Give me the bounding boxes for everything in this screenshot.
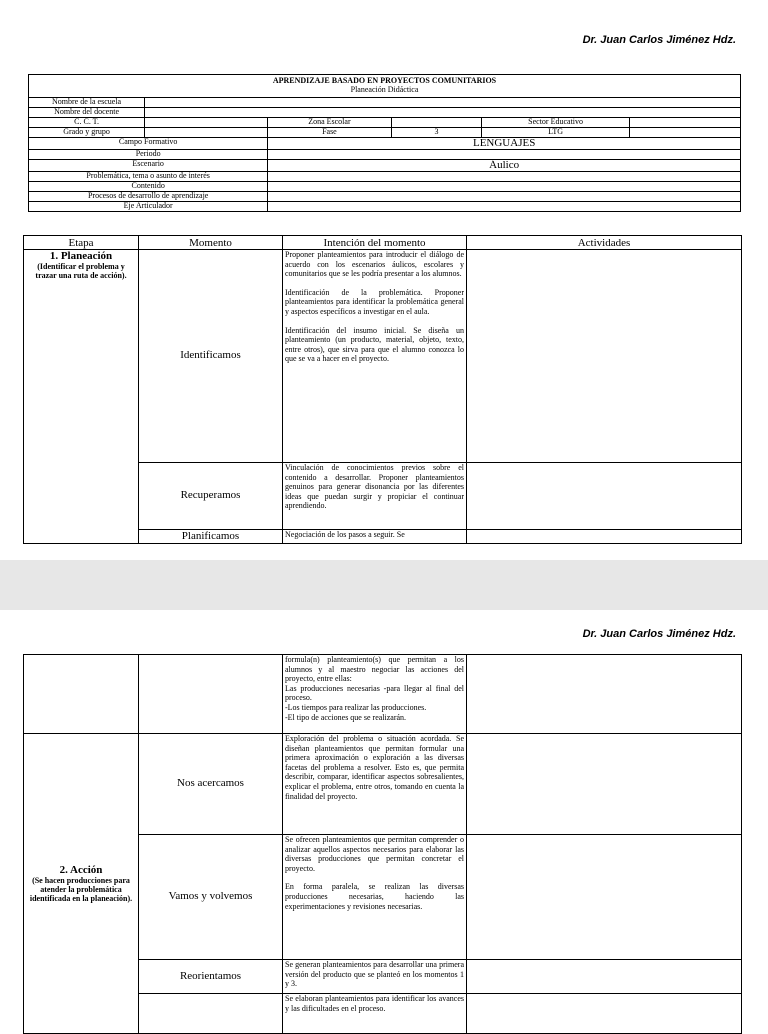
intent-recuperamos — [283, 463, 467, 530]
intent-identificamos — [283, 250, 467, 463]
school-name-label: Nombre de la escuela — [29, 98, 145, 108]
page-gap — [0, 560, 768, 610]
problematica-label: Problemática, tema o asunto de interés — [29, 172, 268, 182]
author-name: Dr. Juan Carlos Jiménez Hdz. — [582, 34, 736, 46]
intent-paragraph: Exploración del problema o situación acordada. Se diseñan planteamientos que permitan formular una primera aproximación o exploración a las diversas facetas del problema a resolver. Esto es, que permita describir, comparar, identificar aspectos sobresalientes, explicar el problema, entre otros, tomando en cuenta la finalidad del proyecto. — [285, 734, 464, 801]
activities-recuperamos-field[interactable] — [467, 463, 742, 530]
grado-label: Grado y grupo — [29, 128, 145, 138]
eje-field[interactable] — [268, 202, 741, 212]
intent-paragraph: Vinculación de conocimientos previos sobre el contenido a desarrollar. Proponer planteamientos genuinos para generar disonancia por las diferentes ideas que puedan surgir y propiciar el continuar aprendiendo. — [285, 463, 464, 511]
intent-paragraph: Se ofrecen planteamientos que permitan comprender o analizar aquellos aspectos necesarios para elaborar las diversas producciones que permitan concretar el proyecto. — [285, 835, 464, 873]
planning-header-table — [28, 74, 741, 212]
activities-next-field[interactable] — [467, 994, 742, 1034]
grado-field[interactable] — [145, 128, 268, 138]
sector-field[interactable] — [629, 118, 740, 128]
intent-paragraph: Identificación de la problemática. Proponer planteamientos para identificar la problemática general y aspectos específicos a investigar en el aula. — [285, 287, 464, 316]
col-actividades: Actividades — [467, 236, 742, 250]
intent-planificamos — [283, 530, 467, 544]
eje-label: Eje Articulador — [29, 202, 268, 212]
moment-vamos-y-volvemos: Vamos y volvemos — [139, 835, 283, 960]
col-momento: Momento — [139, 236, 283, 250]
planeacion-title: 1. Planeación — [49, 250, 113, 262]
intent-paragraph: Proponer planteamientos para introducir el diálogo de acuerdo con los escenarios áulicos, escolares y comunitarios que se les podría presentar a los alumnos. — [285, 250, 464, 279]
intent-paragraph: En forma paralela, se realizan las diversas producciones necesarias, haciendo las experimentaciones y revisiones necesarias. — [285, 882, 464, 911]
intent-paragraph: -Los tiempos para realizar las producciones. — [285, 702, 427, 712]
campo-label: Campo Formativo — [29, 138, 268, 150]
intent-planificamos-cont — [283, 655, 467, 734]
school-name-field[interactable] — [145, 98, 741, 108]
activities-table-page-2 — [23, 654, 742, 1034]
moment-identificamos: Identificamos — [139, 250, 283, 463]
col-etapa: Etapa — [24, 236, 139, 250]
etapa-accion — [24, 734, 139, 1034]
etapa-planeacion-cont — [24, 655, 139, 734]
header-title: APRENDIZAJE BASADO EN PROYECTOS COMUNITARIOS — [272, 76, 497, 85]
intent-paragraph: Identificación del insumo inicial. Se diseña un planteamiento (un producto, material, objeto, texto, entre otros), que sirva para que el alumno conozca lo que se va a hacer en el proyecto. — [285, 325, 464, 364]
activities-table-page-1 — [23, 235, 742, 544]
intent-vamos-y-volvemos — [283, 835, 467, 960]
sector-label: Sector Educativo — [482, 118, 629, 128]
zona-field[interactable] — [391, 118, 482, 128]
etapa-planeacion — [24, 250, 139, 544]
intent-paragraph: Se generan planteamientos para desarrollar una primera versión del producto que se planteó en los momentos 1 y 3. — [285, 960, 464, 989]
periodo-field[interactable] — [268, 150, 741, 160]
escenario-value[interactable]: Áulico — [268, 160, 741, 172]
moment-recuperamos: Recuperamos — [139, 463, 283, 530]
activities-planificamos-field[interactable] — [467, 530, 742, 544]
accion-subtitle: (Se hacen producciones para atender la problemática identificada en la planeación). — [29, 876, 133, 903]
campo-value[interactable]: LENGUAJES — [268, 138, 741, 150]
fase-label: Fase — [268, 128, 391, 138]
intent-paragraph: Las producciones necesarias -para llegar al final del proceso. — [285, 683, 464, 703]
col-intencion: Intención del momento — [283, 236, 467, 250]
activities-reorientamos-field[interactable] — [467, 960, 742, 994]
planeacion-subtitle: (Identificar el problema y trazar una ruta de acción). — [35, 262, 127, 280]
fase-value[interactable]: 3 — [391, 128, 482, 138]
moment-nos-acercamos: Nos acercamos — [139, 734, 283, 835]
escenario-label: Escenario — [29, 160, 268, 172]
cct-field[interactable] — [145, 118, 268, 128]
activities-nos-acercamos-field[interactable] — [467, 734, 742, 835]
header-subtitle: Planeación Didáctica — [350, 85, 419, 94]
accion-title: 2. Acción — [59, 864, 103, 876]
header-title-cell — [29, 75, 741, 98]
page-2 — [0, 610, 768, 1024]
intent-paragraph: -El tipo de acciones que se realizarán. — [285, 712, 407, 722]
teacher-name-field[interactable] — [145, 108, 741, 118]
procesos-label: Procesos de desarrollo de aprendizaje — [29, 192, 268, 202]
teacher-name-label: Nombre del docente — [29, 108, 145, 118]
intent-paragraph: formula(n) planteamiento(s) que permitan a los alumnos y al maestro negociar las acciones del proyecto, entre ellas: — [285, 655, 464, 684]
cct-label: C. C. T. — [29, 118, 145, 128]
procesos-field[interactable] — [268, 192, 741, 202]
activities-planificamos-cont-field[interactable] — [467, 655, 742, 734]
moment-planificamos-cont — [139, 655, 283, 734]
zona-label: Zona Escolar — [268, 118, 391, 128]
intent-reorientamos — [283, 960, 467, 994]
intent-nos-acercamos — [283, 734, 467, 835]
ltg-field[interactable] — [629, 128, 740, 138]
moment-reorientamos: Reorientamos — [139, 960, 283, 994]
periodo-label: Periodo — [29, 150, 268, 160]
moment-next — [139, 994, 283, 1034]
activities-identificamos-field[interactable] — [467, 250, 742, 463]
author-name: Dr. Juan Carlos Jiménez Hdz. — [582, 628, 736, 640]
problematica-field[interactable] — [268, 172, 741, 182]
contenido-field[interactable] — [268, 182, 741, 192]
ltg-label: LTG — [482, 128, 629, 138]
moment-planificamos: Planificamos — [139, 530, 283, 544]
intent-paragraph: Negociación de los pasos a seguir. Se — [285, 530, 405, 539]
intent-next — [283, 994, 467, 1034]
contenido-label: Contenido — [29, 182, 268, 192]
activities-vamos-field[interactable] — [467, 835, 742, 960]
intent-paragraph: Se elaboran planteamientos para identificar los avances y las dificultades en el proceso. — [285, 994, 464, 1013]
